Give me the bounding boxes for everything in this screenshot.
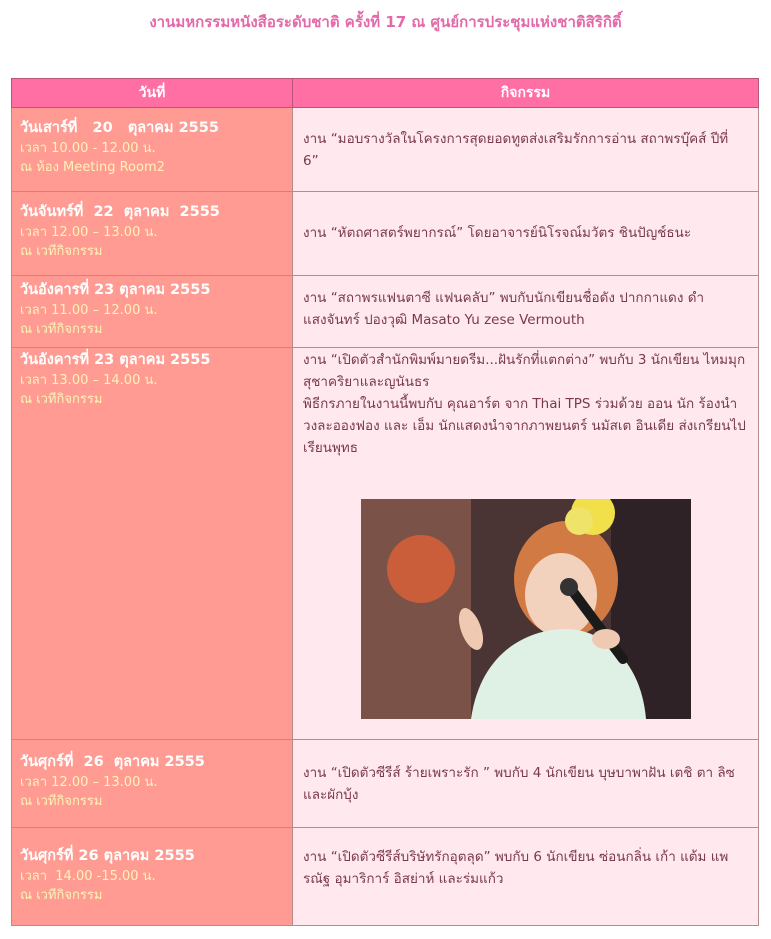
event-activity: งาน “เปิดตัวซีรีส์บริษัทรักอุตลุด” พบกับ 6 นักเขียน ซ่อนกลิ่น เก้า แต้ม แพรณัฐ อุมาริการ์ อิสย่าห์ และร่มแก้ว bbox=[303, 849, 729, 887]
date-cell bbox=[12, 108, 293, 192]
event-time: เวลา 13.00 – 14.00 น. bbox=[20, 373, 158, 388]
date-cell bbox=[12, 192, 293, 276]
table-row bbox=[12, 828, 759, 926]
event-place: ณ เวทีกิจกรรม bbox=[20, 794, 103, 809]
date-cell bbox=[12, 348, 293, 740]
activity-cell bbox=[293, 108, 759, 192]
event-place: ณ เวทีกิจกรรม bbox=[20, 322, 103, 337]
event-place: ณ เวทีกิจกรรม bbox=[20, 392, 103, 407]
event-time: เวลา 10.00 - 12.00 น. bbox=[20, 141, 156, 156]
activity-cell bbox=[293, 348, 759, 740]
table-row bbox=[12, 348, 759, 740]
date-cell bbox=[12, 828, 293, 926]
event-place: ณ ห้อง Meeting Room2 bbox=[20, 160, 165, 175]
event-day: วันเสาร์ที่ 20 ตุลาคม 2555 bbox=[20, 120, 219, 136]
activity-cell bbox=[293, 740, 759, 828]
table-row bbox=[12, 276, 759, 348]
activity-cell bbox=[293, 828, 759, 926]
event-activity-detail: พิธีกรภายในงานนี้พบกับ คุณอาร์ต จาก Thai TPS ร่วมด้วย ออน นัก ร้องนำวงละอองฟอง และ เอ็ม นักแสดงนำจากภาพยนตร์ นมัสเต อินเดีย ส่งเกรียนไปเรียนพุทธ bbox=[303, 396, 746, 456]
event-activity: งาน “สถาพรแฟนตาซี แฟนคลับ” พบกับนักเขียนชื่อดัง ปากกาแดง ดำ แสงจันทร์ ปองวุฒิ Masato Yu zese Vermouth bbox=[303, 290, 705, 328]
date-cell bbox=[12, 276, 293, 348]
photo-container bbox=[303, 499, 748, 726]
event-time: เวลา 14.00 -15.00 น. bbox=[20, 869, 156, 884]
event-day: วันศุกร์ที่ 26 ตุลาคม 2555 bbox=[20, 754, 205, 770]
table-row bbox=[12, 740, 759, 828]
table-row bbox=[12, 192, 759, 276]
header-date: วันที่ bbox=[12, 79, 293, 108]
event-time: เวลา 12.00 – 13.00 น. bbox=[20, 225, 158, 240]
photo-illustration bbox=[361, 499, 691, 719]
event-day: วันอังคารที่ 23 ตุลาคม 2555 bbox=[20, 352, 211, 368]
photo-singer-with-microphone bbox=[361, 499, 691, 719]
header-activity: กิจกรรม bbox=[293, 79, 759, 108]
table-row bbox=[12, 108, 759, 192]
activity-cell bbox=[293, 276, 759, 348]
table-header-row bbox=[12, 79, 759, 108]
event-time: เวลา 11.00 – 12.00 น. bbox=[20, 303, 158, 318]
event-day: วันจันทร์ที่ 22 ตุลาคม 2555 bbox=[20, 204, 220, 220]
event-activity: งาน “เปิดตัวสำนักพิมพ์มายดรีม...ฝันรักที่แตกต่าง” พบกับ 3 นักเขียน ไหมมุก สุชาคริยาและญนันธร bbox=[303, 352, 746, 390]
activity-cell bbox=[293, 192, 759, 276]
schedule-table bbox=[11, 78, 759, 926]
event-activity: งาน “มอบรางวัลในโครงการสุดยอดทูตส่งเสริมรักการอ่าน สถาพรบุ๊คส์ ปีที่ 6” bbox=[303, 131, 729, 169]
event-activity: งาน “หัตถศาสตร์พยากรณ์” โดยอาจารย์นิโรจณ์มวัตร ชินปัญช์ธนะ bbox=[303, 225, 692, 241]
date-cell bbox=[12, 740, 293, 828]
event-day: วันอังคารที่ 23 ตุลาคม 2555 bbox=[20, 282, 211, 298]
event-time: เวลา 12.00 – 13.00 น. bbox=[20, 775, 158, 790]
page-title: งานมหกรรมหนังสือระดับชาติ ครั้งที่ 17 ณ ศูนย์การประชุมแห่งชาติสิริกิติ์ bbox=[149, 13, 622, 31]
event-place: ณ เวทีกิจกรรม bbox=[20, 888, 103, 903]
event-day: วันศุกร์ที่ 26 ตุลาคม 2555 bbox=[20, 848, 195, 864]
event-place: ณ เวทีกิจกรรม bbox=[20, 244, 103, 259]
event-activity: งาน “เปิดตัวซีรีส์ ร้ายเพราะรัก ” พบกับ 4 นักเขียน บุษบาพาฝัน เตชิ ตา ลิซและผักบุ้ง bbox=[303, 765, 735, 803]
